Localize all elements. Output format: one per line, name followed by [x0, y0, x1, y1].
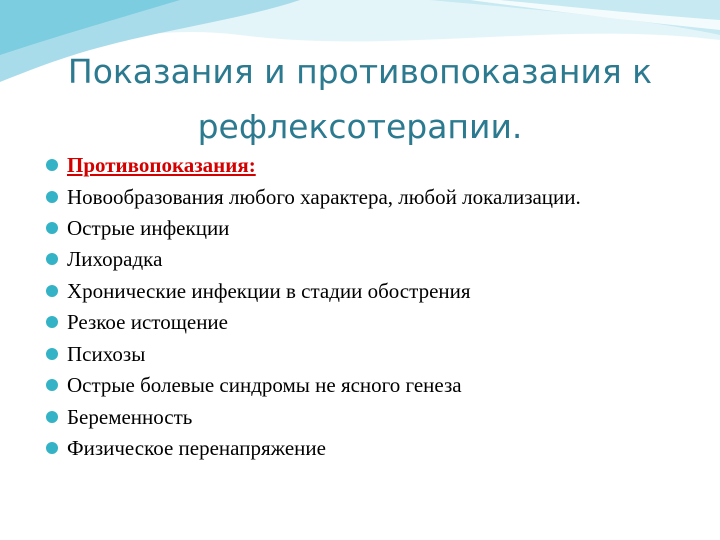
list-item-text: Физическое перенапряжение [67, 436, 326, 460]
bullet-dot-icon [46, 253, 58, 265]
list-item [45, 402, 685, 434]
list-item-text: Лихорадка [67, 247, 163, 271]
bullet-dot-icon [46, 191, 58, 203]
list-item-text: Хронические инфекции в стадии обострения [67, 278, 471, 303]
bullet-dot-icon [46, 222, 58, 234]
list-item [45, 276, 685, 308]
list-item [45, 244, 685, 276]
list-item [45, 182, 685, 213]
list-item [45, 339, 685, 371]
bullet-dot-icon [46, 316, 58, 328]
heading-text: Противопоказания: [67, 153, 256, 177]
bullet-dot-icon [46, 285, 58, 297]
list-item [45, 370, 685, 402]
list-item-text: Новообразования любого характера, любой локализации. [67, 184, 581, 209]
slide-title [20, 44, 700, 154]
list-item-text: Резкое истощение [67, 310, 228, 334]
list-item [45, 433, 685, 465]
bullet-dot-icon [46, 159, 58, 171]
list-item [45, 307, 685, 339]
title-line-2: рефлексотерапии. [197, 107, 523, 146]
bullet-dot-icon [46, 442, 58, 454]
list-item [45, 213, 685, 245]
bullet-dot-icon [46, 411, 58, 423]
list-heading [45, 150, 685, 182]
bullet-list [45, 150, 685, 465]
list-item-text: Острые болевые синдромы не ясного генеза [67, 373, 462, 397]
list-item-text: Беременность [67, 404, 193, 429]
list-item-text: Острые инфекции [67, 215, 230, 240]
bullet-dot-icon [46, 379, 58, 391]
title-line-1: Показания и противопоказания к [67, 52, 653, 91]
list-item-text: Психозы [67, 341, 146, 366]
bullet-dot-icon [46, 348, 58, 360]
